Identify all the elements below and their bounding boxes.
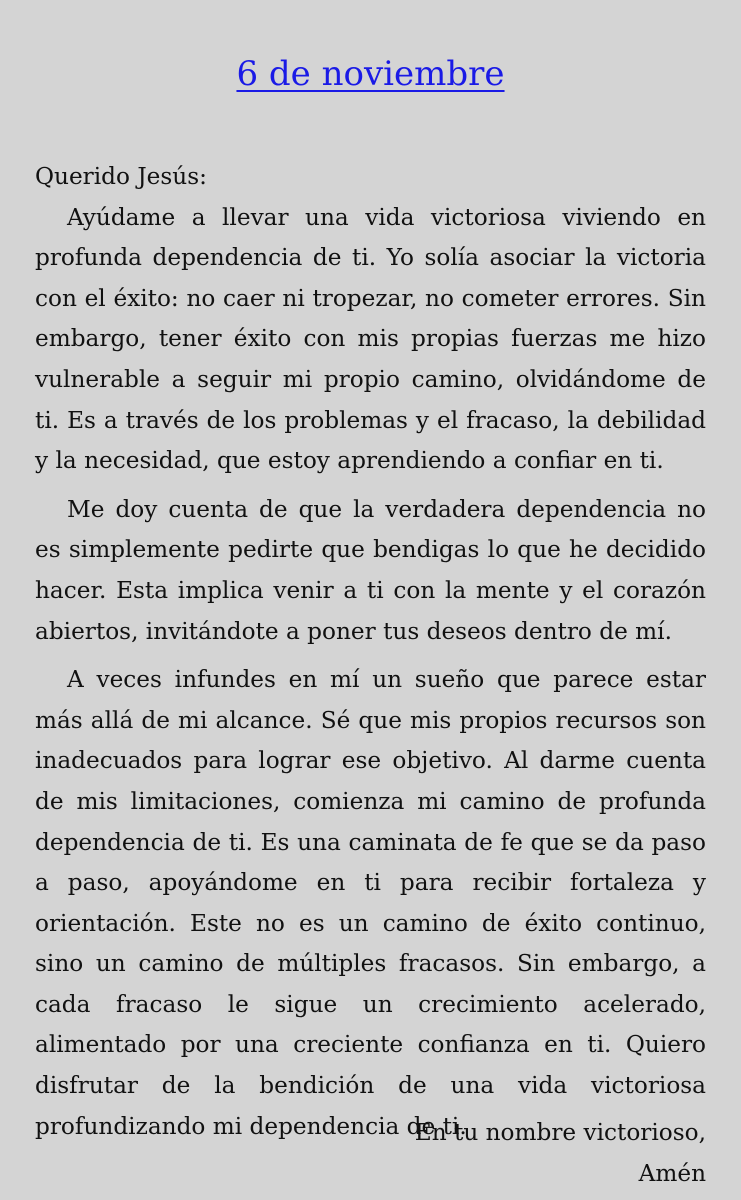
devotional-body [35,157,706,1155]
greeting: Querido Jesús: [35,163,207,190]
amen-line: Amén [638,1159,706,1187]
closing-line: En tu nombre victorioso, [414,1119,706,1146]
paragraph-2: Me doy cuenta de que la verdadera dependencia no es simplemente pedirte que bendigas lo que he decidido hacer. Esta implica venir a ti con la mente y el corazón abiertos, invitándote a poner tus deseos dentro de mí. [35,495,706,645]
closing-signature [415,1113,706,1194]
paragraph-3: A veces infundes en mí un sueño que parece estar más allá de mi alcance. Sé que mis propios recursos son inadecuados para lograr ese objetivo. Al darme cuenta de mis limitaciones, comienza mi camino de profunda dependencia de ti. Es una caminata de fe que se da paso a paso, apoyándome en ti para recibir fortaleza y orientación. Este no es un camino de éxito continuo, sino un camino de múltiples fracasos. Sin embargo, a cada fracaso le sigue un crecimiento acelerado, alimentado por una creciente confianza en ti. Quiero disfrutar de la bendición de una vida victoriosa profundizando mi dependencia de ti. [35,666,706,1140]
paragraph-1: Ayúdame a llevar una vida victoriosa viviendo en profunda dependencia de ti. Yo solía asociar la victoria con el éxito: no caer ni tropezar, no cometer errores. Sin embargo, tener éxito con mis propias fuerzas me hizo vulnerable a seguir mi propio camino, olvidándome de ti. Es a través de los problemas y el fracaso, la debilidad y la necesidad, que estoy aprendiendo a confiar en ti. [35,203,706,475]
page-title-link[interactable]: 6 de noviembre [236,54,505,94]
